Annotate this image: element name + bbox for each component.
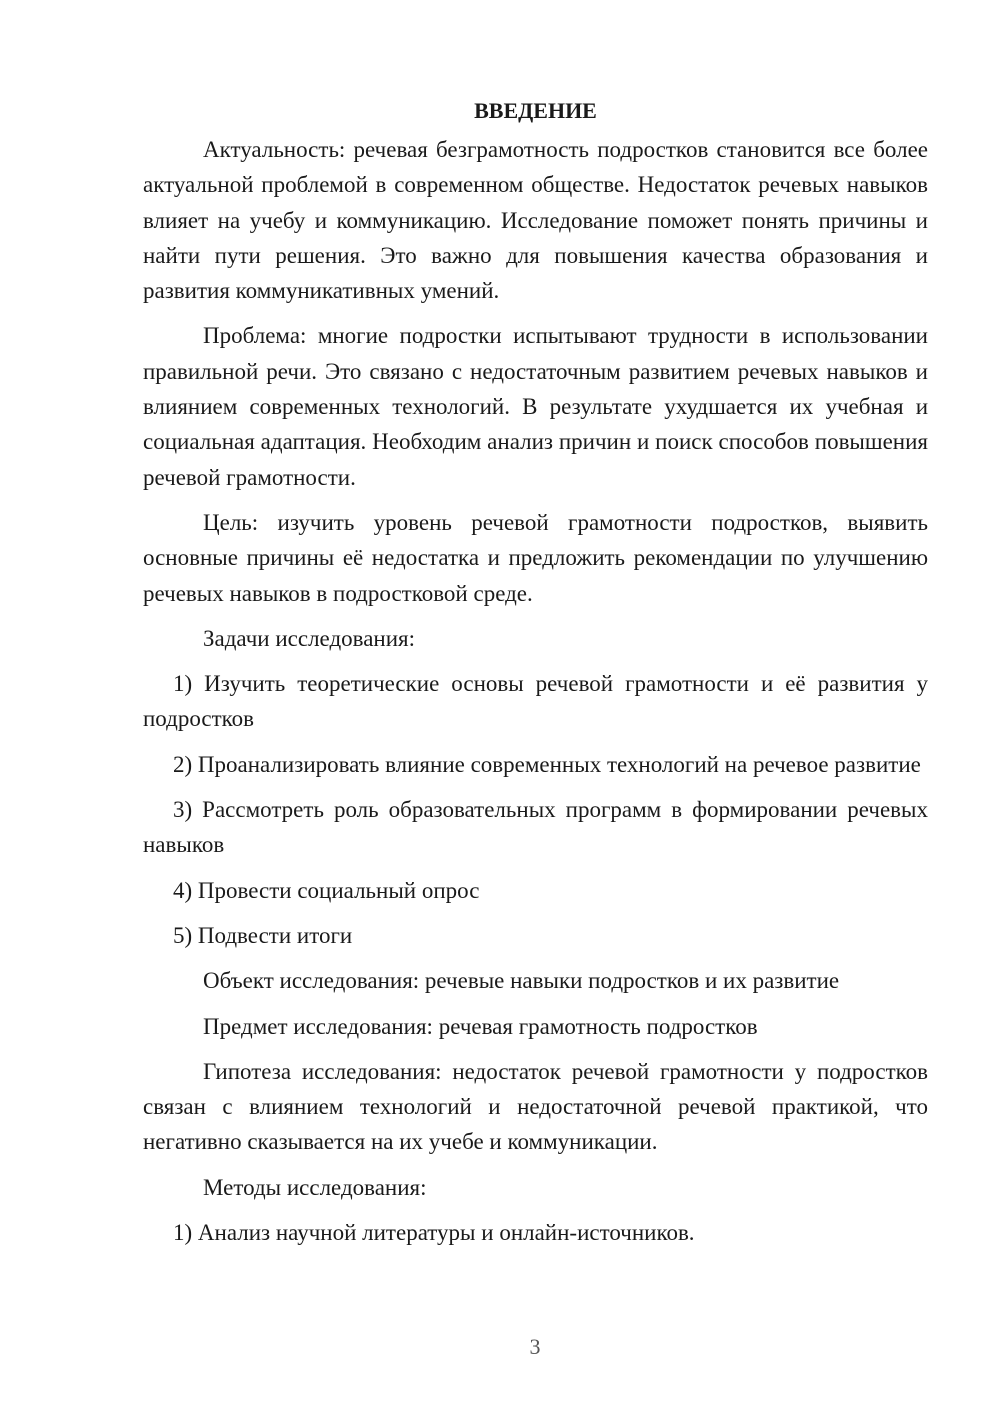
hypothesis-paragraph: Гипотеза исследования: недостаток речевой грамотности у подростков связан с влиянием технологий и недостаточной речевой практикой, что негативно сказывается на их учебе и коммуникации.: [143, 1058, 928, 1155]
relevance-paragraph: Актуальность: речевая безграмотность подростков становится все более актуальной проблемой в современном обществе. Недостаток речевых навыков влияет на учебу и коммуникацию. Исследование поможет понять причины и найти пути решения. Это важно для повышения качества образования и развития коммуникативных умений.: [143, 137, 928, 304]
page-title: ВВЕДЕНИЕ: [474, 98, 597, 123]
task-item-4: 4) Провести социальный опрос: [173, 877, 480, 903]
tasks-heading: Задачи исследования:: [203, 625, 416, 651]
methods-heading: Методы исследования:: [203, 1174, 427, 1200]
document-body: [143, 96, 928, 1260]
subject-line: Предмет исследования: речевая грамотность подростков: [203, 1013, 758, 1039]
task-item-1: 1) Изучить теоретические основы речевой грамотности и её развития у подростков: [143, 671, 928, 732]
task-item-2: 2) Проанализировать влияние современных технологий на речевое развитие: [173, 751, 921, 777]
task-item-5: 5) Подвести итоги: [173, 922, 353, 948]
problem-paragraph: Проблема: многие подростки испытывают трудности в использовании правильной речи. Это связано с недостаточным развитием речевых навыков и влиянием современных технологий. В результате ухудшается их учебная и социальная адаптация. Необходим анализ причин и поиск способов повышения речевой грамотности.: [143, 323, 928, 490]
method-item-1: 1) Анализ научной литературы и онлайн-источников.: [173, 1220, 695, 1246]
goal-paragraph: Цель: изучить уровень речевой грамотности подростков, выявить основные причины её недостатка и предложить рекомендации по улучшению речевых навыков в подростковой среде.: [143, 509, 928, 606]
task-item-3: 3) Рассмотреть роль образовательных программ в формировании речевых навыков: [143, 797, 928, 858]
object-line: Объект исследования: речевые навыки подростков и их развитие: [203, 968, 840, 994]
page-number: 3: [529, 1334, 541, 1359]
